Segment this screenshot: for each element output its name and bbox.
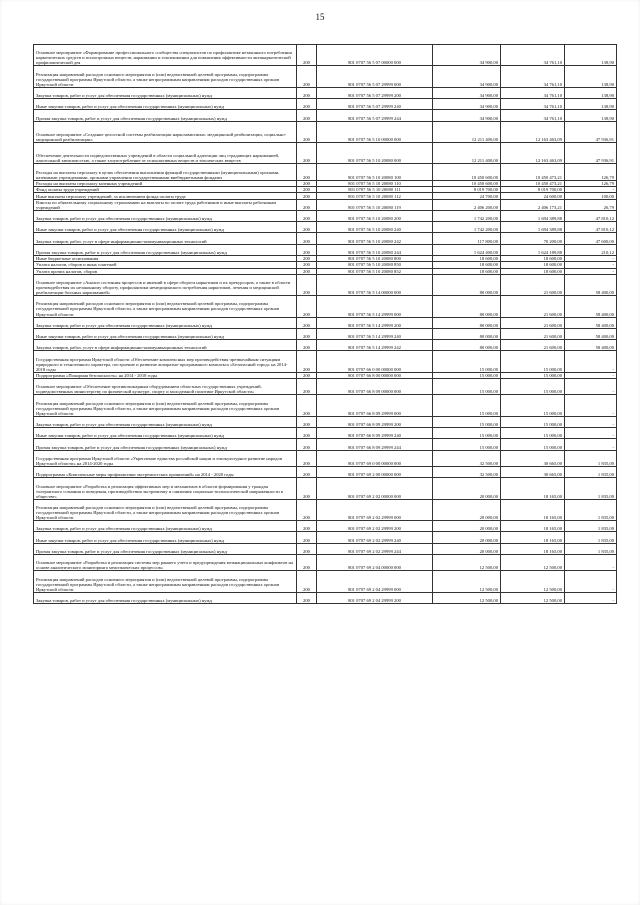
row-remainder-cell: 138,90 — [565, 87, 617, 98]
row-name-cell: Реализация направлений расходов основного мероприятия и (или) ведомственной целевой программы, подпрограммы государственной программы Иркутской области, а также непрограммным направлениям расходов государственных органов Иркутской области — [34, 296, 297, 317]
row-ved-code-cell: 200 — [297, 467, 317, 478]
row-ved-code-cell: 200 — [297, 244, 317, 255]
row-planned-amount-cell: 15 000,00 — [433, 351, 501, 372]
row-budget-code-cell: 801 0707 66 8 09 29999 240 — [317, 428, 433, 439]
row-planned-amount-cell: 15 000,00 — [433, 379, 501, 395]
row-budget-code-cell: 801 0707 56 5 10 20080 852 — [317, 268, 433, 274]
row-ved-code-cell: 200 — [297, 532, 317, 543]
row-name-cell: Закупка товаров, работ, услуг в сфере информационно-коммуникационных технологий — [34, 233, 297, 244]
row-planned-amount-cell: 12 500,00 — [433, 592, 501, 603]
table-row — [34, 340, 617, 351]
row-planned-amount-cell: 20 000,00 — [433, 532, 501, 543]
row-budget-code-cell: 801 0707 56 5 14 29999 240 — [317, 328, 433, 339]
row-budget-code-cell: 801 0707 69 2 02 29999 244 — [317, 543, 433, 554]
row-remainder-cell: 126,79 — [565, 180, 617, 186]
row-executed-amount-cell: 18 600,00 — [501, 256, 565, 262]
row-planned-amount-cell: 15 000,00 — [433, 416, 501, 427]
table-row — [34, 244, 617, 255]
row-executed-amount-cell: 2 406 173,21 — [501, 199, 565, 210]
page-number: 15 — [315, 12, 325, 22]
row-remainder-cell: - — [565, 428, 617, 439]
row-ved-code-cell: 200 — [297, 45, 317, 66]
row-budget-code-cell: 801 0707 56 5 10 20080 242 — [317, 233, 433, 244]
row-executed-amount-cell: 12 500,00 — [501, 592, 565, 603]
row-remainder-cell: 138,90 — [565, 45, 617, 66]
row-executed-amount-cell: 21 600,00 — [501, 328, 565, 339]
row-planned-amount-cell: 32 500,00 — [433, 450, 501, 466]
row-executed-amount-cell: 24 600,00 — [501, 193, 565, 199]
row-planned-amount-cell: 1 624 400,00 — [433, 244, 501, 255]
row-planned-amount-cell: 117 800,00 — [433, 233, 501, 244]
row-planned-amount-cell: 34 900,00 — [433, 87, 501, 98]
row-ved-code-cell: 200 — [297, 199, 317, 210]
row-name-cell: Подпрограмма «Комплексные меры профилактики экстремистских проявлений» на 2014 - 2020 годы — [34, 467, 297, 478]
row-budget-code-cell: 801 0707 69 2 04 29999 200 — [317, 592, 433, 603]
row-planned-amount-cell: 80 000,00 — [433, 296, 501, 317]
row-remainder-cell: 126,79 — [565, 164, 617, 180]
row-budget-code-cell: 801 0707 56 5 10 20080 110 — [317, 180, 433, 186]
table-row — [34, 499, 617, 520]
table-row — [34, 66, 617, 87]
row-executed-amount-cell: 18 165,00 — [501, 478, 565, 499]
row-executed-amount-cell: 21 600,00 — [501, 340, 565, 351]
row-ved-code-cell: 200 — [297, 187, 317, 193]
row-budget-code-cell: 801 0707 56 5 07 29999 244 — [317, 110, 433, 121]
row-executed-amount-cell: 18 600,00 — [501, 268, 565, 274]
row-planned-amount-cell: 15 000,00 — [433, 439, 501, 450]
row-planned-amount-cell: 15 000,00 — [433, 372, 501, 378]
row-name-cell: Иные бюджетные ассигнования — [34, 256, 297, 262]
row-name-cell: Уплата прочих налогов, сборов — [34, 268, 297, 274]
row-remainder-cell: 1 835,00 — [565, 532, 617, 543]
row-executed-amount-cell: 34 761,10 — [501, 45, 565, 66]
table-row — [34, 379, 617, 395]
row-planned-amount-cell: 15 000,00 — [433, 395, 501, 416]
row-executed-amount-cell: 12 163 463,09 — [501, 121, 565, 142]
row-remainder-cell: - — [565, 262, 617, 268]
row-planned-amount-cell: 24 700,00 — [433, 193, 501, 199]
row-budget-code-cell: 801 0707 69 2 04 00000 000 — [317, 555, 433, 571]
row-remainder-cell: 47 936,91 — [565, 121, 617, 142]
row-budget-code-cell: 801 0707 66 8 00 00000 000 — [317, 372, 433, 378]
table-row — [34, 351, 617, 372]
table-row — [34, 532, 617, 543]
row-ved-code-cell: 200 — [297, 193, 317, 199]
row-ved-code-cell: 200 — [297, 296, 317, 317]
row-budget-code-cell: 801 0707 56 5 14 29999 200 — [317, 317, 433, 328]
row-planned-amount-cell: 18 600,00 — [433, 256, 501, 262]
row-budget-code-cell: 801 0707 66 8 09 29999 200 — [317, 416, 433, 427]
row-remainder-cell: 1 835,00 — [565, 450, 617, 466]
row-remainder-cell: 100,00 — [565, 193, 617, 199]
row-name-cell: Государственная программа Иркутской области «Укрепление единства российской нации и этнокультурное развитие народов Иркутской области» на 2014-2020 годы — [34, 450, 297, 466]
table-row — [34, 543, 617, 554]
row-budget-code-cell: 801 0707 56 5 10 00000 000 — [317, 121, 433, 142]
row-name-cell: Закупка товаров, работ и услуг для обеспечения государственных (муниципальных) нужд — [34, 592, 297, 603]
row-ved-code-cell: 200 — [297, 143, 317, 164]
row-name-cell: Прочая закупка товаров, работ и услуг для обеспечения государственных (муниципальных) нужд — [34, 543, 297, 554]
table-row — [34, 143, 617, 164]
row-planned-amount-cell: 80 000,00 — [433, 328, 501, 339]
row-remainder-cell: 47 810,12 — [565, 222, 617, 233]
row-ved-code-cell: 200 — [297, 478, 317, 499]
row-budget-code-cell: 801 0707 69 2 02 29999 240 — [317, 532, 433, 543]
row-planned-amount-cell: 1 742 200,00 — [433, 210, 501, 221]
table-row — [34, 164, 617, 180]
row-executed-amount-cell: 15 000,00 — [501, 428, 565, 439]
row-budget-code-cell: 801 0707 56 5 10 20080 100 — [317, 164, 433, 180]
row-remainder-cell: 58 400,00 — [565, 340, 617, 351]
row-remainder-cell: 1 835,00 — [565, 467, 617, 478]
row-executed-amount-cell: 8 019 700,00 — [501, 187, 565, 193]
row-budget-code-cell: 801 0707 66 8 09 00000 000 — [317, 379, 433, 395]
row-planned-amount-cell: 12 211 400,00 — [433, 143, 501, 164]
row-planned-amount-cell: 34 900,00 — [433, 66, 501, 87]
row-executed-amount-cell: 1 694 389,88 — [501, 222, 565, 233]
row-executed-amount-cell: 15 000,00 — [501, 372, 565, 378]
row-remainder-cell: 47 600,00 — [565, 233, 617, 244]
row-name-cell: Основное мероприятие «Обеспечение противопожарным оборудованием областных государственных учреждений, подведомственных министерству по физической культуре, спорту и молодежной политике Иркутской области» — [34, 379, 297, 395]
row-name-cell: Иные выплаты персоналу учреждений, за исключением фонда оплаты труда — [34, 193, 297, 199]
row-planned-amount-cell: 20 000,00 — [433, 478, 501, 499]
row-name-cell: Взносы по обязательному социальному страхованию на выплаты по оплате труда работников и иные выплаты работникам учреждений — [34, 199, 297, 210]
row-name-cell: Государственная программа Иркутской области «Обеспечение комплексных мер противодействия чрезвычайным ситуациям природного и техногенного характера, построение и развитие аппаратно-программного комплекса «Безопасный город» на 2014-2018 годы — [34, 351, 297, 372]
row-budget-code-cell: 801 0707 56 5 07 00000 000 — [317, 45, 433, 66]
row-executed-amount-cell: 18 165,00 — [501, 543, 565, 554]
row-name-cell: Расходы на выплаты персоналу в целях обеспечения выполнения функций государственными (муниципальными) органами, казенными учреждениями, органами управления государственными внебюджетными фондами — [34, 164, 297, 180]
row-budget-code-cell: 801 0707 56 5 10 20080 800 — [317, 256, 433, 262]
row-executed-amount-cell: 21 600,00 — [501, 296, 565, 317]
row-budget-code-cell: 801 0707 56 5 10 20080 240 — [317, 222, 433, 233]
row-name-cell: Основное мероприятие «Разработка и реализация системы мер раннего учета и предупреждения межнациональных конфликтов на основе аналитического мониторинга межэтнических процессов» — [34, 555, 297, 571]
table-row — [34, 233, 617, 244]
table-row — [34, 45, 617, 66]
row-ved-code-cell: 200 — [297, 233, 317, 244]
row-ved-code-cell: 200 — [297, 268, 317, 274]
row-budget-code-cell: 801 0707 56 5 10 20080 119 — [317, 199, 433, 210]
table-row — [34, 274, 617, 295]
row-ved-code-cell: 200 — [297, 543, 317, 554]
row-budget-code-cell: 801 0707 56 5 10 20080 111 — [317, 187, 433, 193]
row-executed-amount-cell: 1 624 189,88 — [501, 244, 565, 255]
row-executed-amount-cell: 15 000,00 — [501, 351, 565, 372]
row-name-cell: Прочая закупка товаров, работ и услуг для обеспечения государственных (муниципальных) нужд — [34, 439, 297, 450]
row-ved-code-cell: 200 — [297, 66, 317, 87]
row-budget-code-cell: 801 0707 66 0 00 00000 000 — [317, 351, 433, 372]
row-name-cell: Иные закупки товаров, работ и услуг для обеспечения государственных (муниципальных) нужд — [34, 532, 297, 543]
row-ved-code-cell: 200 — [297, 256, 317, 262]
row-executed-amount-cell: 18 600,00 — [501, 262, 565, 268]
table-row — [34, 87, 617, 98]
row-ved-code-cell: 200 — [297, 328, 317, 339]
row-budget-code-cell: 801 0707 69 2 02 29999 000 — [317, 499, 433, 520]
row-ved-code-cell: 200 — [297, 351, 317, 372]
row-planned-amount-cell: 80 000,00 — [433, 317, 501, 328]
row-executed-amount-cell: 12 500,00 — [501, 571, 565, 592]
row-executed-amount-cell: 30 665,00 — [501, 450, 565, 466]
row-remainder-cell: 47 936,91 — [565, 143, 617, 164]
row-executed-amount-cell: 21 600,00 — [501, 274, 565, 295]
row-remainder-cell: - — [565, 571, 617, 592]
table-row — [34, 571, 617, 592]
row-budget-code-cell: 801 0707 56 5 10 20080 112 — [317, 193, 433, 199]
row-planned-amount-cell: 20 000,00 — [433, 543, 501, 554]
row-ved-code-cell: 200 — [297, 317, 317, 328]
row-remainder-cell: - — [565, 379, 617, 395]
row-name-cell: Обеспечение деятельности подведомственных учреждений в области социальной адаптации лиц страдающих наркоманией, алкогольной зависимостью, а также злоупотребление от психоактивных веществ и токсических веществ — [34, 143, 297, 164]
row-remainder-cell: - — [565, 416, 617, 427]
row-remainder-cell: 58 400,00 — [565, 328, 617, 339]
row-executed-amount-cell: 70 200,00 — [501, 233, 565, 244]
table-row — [34, 395, 617, 416]
table-row — [34, 555, 617, 571]
row-remainder-cell: 58 400,00 — [565, 317, 617, 328]
row-remainder-cell: 26,79 — [565, 199, 617, 210]
row-remainder-cell: 1 835,00 — [565, 478, 617, 499]
row-executed-amount-cell: 12 500,00 — [501, 555, 565, 571]
table-row — [34, 450, 617, 466]
row-remainder-cell: - — [565, 351, 617, 372]
row-name-cell: Прочая закупка товаров, работ и услуг для обеспечения государственных (муниципальных) нужд — [34, 110, 297, 121]
row-remainder-cell: 138,90 — [565, 110, 617, 121]
row-planned-amount-cell: 80 000,00 — [433, 340, 501, 351]
budget-execution-table — [33, 44, 617, 604]
table-row — [34, 110, 617, 121]
table-row — [34, 210, 617, 221]
row-planned-amount-cell: 10 450 600,00 — [433, 164, 501, 180]
row-ved-code-cell: 200 — [297, 592, 317, 603]
row-planned-amount-cell: 80 000,00 — [433, 274, 501, 295]
row-name-cell: Основное мероприятие «Разработка и реализация эффективных мер и механизмов в области формирования у граждан толерантного сознания и поведения, противодействия экстремизму и снижения социально-психологической напряженности в обществе» — [34, 478, 297, 499]
table-row — [34, 467, 617, 478]
row-remainder-cell: - — [565, 187, 617, 193]
table-row — [34, 317, 617, 328]
row-remainder-cell: 1 835,00 — [565, 521, 617, 532]
row-budget-code-cell: 801 0707 56 5 10 20080 244 — [317, 244, 433, 255]
row-planned-amount-cell: 12 500,00 — [433, 571, 501, 592]
row-ved-code-cell: 200 — [297, 121, 317, 142]
row-name-cell: Фонд оплаты труда учреждений — [34, 187, 297, 193]
row-name-cell: Основное мероприятие «Анализ состояния процессов и явлений в сфере оборота наркотиков и их прекурсоров, а также в области противодействия их незаконному обороту, профилактики немедицинского потребления наркотиков, лечения и медицинской реабилитации больных наркоманией» — [34, 274, 297, 295]
row-ved-code-cell: 200 — [297, 555, 317, 571]
table-row — [34, 592, 617, 603]
row-budget-code-cell: 801 0707 56 5 10 20080 000 — [317, 143, 433, 164]
row-executed-amount-cell: 10 450 473,21 — [501, 180, 565, 186]
table-row — [34, 439, 617, 450]
row-name-cell: Реализация направлений расходов основного мероприятия и (или) ведомственной целевой программы, подпрограммы государственной программы Иркутской области, а также непрограммным направлениям расходов государственных органов Иркутской области — [34, 395, 297, 416]
row-executed-amount-cell: 15 000,00 — [501, 379, 565, 395]
row-planned-amount-cell: 12 211 400,00 — [433, 121, 501, 142]
row-remainder-cell: 1 835,00 — [565, 543, 617, 554]
row-budget-code-cell: 801 0707 56 5 07 29999 200 — [317, 87, 433, 98]
row-planned-amount-cell: 10 450 600,00 — [433, 180, 501, 186]
row-remainder-cell: - — [565, 372, 617, 378]
row-ved-code-cell: 200 — [297, 87, 317, 98]
row-executed-amount-cell: 15 000,00 — [501, 395, 565, 416]
table-row — [34, 428, 617, 439]
row-executed-amount-cell: 15 000,00 — [501, 439, 565, 450]
row-name-cell: Иные закупки товаров, работ и услуг для обеспечения государственных (муниципальных) нужд — [34, 328, 297, 339]
row-name-cell: Подпрограмма «Пожарная безопасность» на 2014 - 2018 годы — [34, 372, 297, 378]
row-executed-amount-cell: 12 163 463,09 — [501, 143, 565, 164]
row-name-cell: Реализация направлений расходов основного мероприятия и (или) ведомственной целевой программы, подпрограммы государственной программы Иркутской области, а также непрограммным направлениям расходов государственных органов Иркутской области — [34, 571, 297, 592]
row-planned-amount-cell: 34 900,00 — [433, 45, 501, 66]
table-row — [34, 199, 617, 210]
row-planned-amount-cell: 15 000,00 — [433, 428, 501, 439]
row-name-cell: Иные закупки товаров, работ и услуг для обеспечения государственных (муниципальных) нужд — [34, 222, 297, 233]
row-ved-code-cell: 200 — [297, 450, 317, 466]
row-remainder-cell: - — [565, 256, 617, 262]
row-name-cell: Основное мероприятие «Создание целостной системы реабилитации наркозависимых: медицинской реабилитации, социально-медицинской реабилитации» — [34, 121, 297, 142]
row-planned-amount-cell: 2 406 200,00 — [433, 199, 501, 210]
row-remainder-cell: 58 400,00 — [565, 296, 617, 317]
row-budget-code-cell: 801 0707 56 5 14 29999 000 — [317, 296, 433, 317]
row-budget-code-cell: 801 0707 56 5 10 20080 200 — [317, 210, 433, 221]
row-executed-amount-cell: 21 600,00 — [501, 317, 565, 328]
table-row — [34, 328, 617, 339]
row-ved-code-cell: 200 — [297, 499, 317, 520]
row-budget-code-cell: 801 0707 69 2 02 00000 000 — [317, 478, 433, 499]
row-remainder-cell: 138,90 — [565, 66, 617, 87]
row-name-cell: Уплата налогов, сборов и иных платежей — [34, 262, 297, 268]
row-budget-code-cell: 801 0707 56 5 14 29999 242 — [317, 340, 433, 351]
row-budget-code-cell: 801 0707 66 8 09 29999 244 — [317, 439, 433, 450]
row-ved-code-cell: 200 — [297, 571, 317, 592]
row-name-cell: Основное мероприятие «Формирование профессионального сообщества специалистов по профилактике незаконного потребления наркотических средств и психотропных веществ, наркомании и токсикомании для повышения эффективности антинаркотической профилактической дея — [34, 45, 297, 66]
row-name-cell: Иные закупки товаров, работ и услуг для обеспечения государственных (муниципальных) нужд — [34, 428, 297, 439]
row-ved-code-cell: 200 — [297, 274, 317, 295]
row-budget-code-cell: 801 0707 56 5 07 29999 240 — [317, 99, 433, 110]
row-planned-amount-cell: 20 000,00 — [433, 499, 501, 520]
row-budget-code-cell: 801 0707 56 5 07 29999 000 — [317, 66, 433, 87]
row-ved-code-cell: 200 — [297, 222, 317, 233]
row-executed-amount-cell: 15 000,00 — [501, 416, 565, 427]
row-budget-code-cell: 801 0707 69 2 00 00000 000 — [317, 467, 433, 478]
row-name-cell: Реализация направлений расходов основного мероприятия и (или) ведомственной целевой программы, подпрограммы государственной программы Иркутской области, а также непрограммным направлениям расходов государственных органов Иркутской области — [34, 499, 297, 520]
row-planned-amount-cell: 1 742 200,00 — [433, 222, 501, 233]
row-name-cell: Закупка товаров, работ и услуг для обеспечения государственных (муниципальных) нужд — [34, 416, 297, 427]
row-executed-amount-cell: 34 761,10 — [501, 87, 565, 98]
row-remainder-cell: - — [565, 439, 617, 450]
row-remainder-cell: 210,12 — [565, 244, 617, 255]
row-ved-code-cell: 200 — [297, 379, 317, 395]
row-name-cell: Иные закупки товаров, работ и услуг для обеспечения государственных (муниципальных) нужд — [34, 99, 297, 110]
row-ved-code-cell: 200 — [297, 372, 317, 378]
row-ved-code-cell: 200 — [297, 262, 317, 268]
row-planned-amount-cell: 32 500,00 — [433, 467, 501, 478]
row-name-cell: Закупка товаров, работ и услуг для обеспечения государственных (муниципальных) нужд — [34, 87, 297, 98]
row-budget-code-cell: 801 0707 56 5 14 00000 000 — [317, 274, 433, 295]
row-remainder-cell: - — [565, 395, 617, 416]
row-planned-amount-cell: 20 000,00 — [433, 521, 501, 532]
row-ved-code-cell: 200 — [297, 428, 317, 439]
row-executed-amount-cell: 18 165,00 — [501, 532, 565, 543]
row-executed-amount-cell: 34 761,10 — [501, 99, 565, 110]
row-ved-code-cell: 200 — [297, 164, 317, 180]
row-budget-code-cell: 801 0707 69 2 02 29999 200 — [317, 521, 433, 532]
row-ved-code-cell: 200 — [297, 395, 317, 416]
row-ved-code-cell: 200 — [297, 521, 317, 532]
row-name-cell: Реализация направлений расходов основного мероприятия и (или) ведомственной целевой программы, подпрограммы государственной программы Иркутской области, а также непрограммным направлениям расходов государственных органов Иркутской области — [34, 66, 297, 87]
row-name-cell: Закупка товаров, работ и услуг для обеспечения государственных (муниципальных) нужд — [34, 521, 297, 532]
row-budget-code-cell: 801 0707 69 2 04 29999 000 — [317, 571, 433, 592]
row-remainder-cell: - — [565, 268, 617, 274]
row-planned-amount-cell: 18 600,00 — [433, 268, 501, 274]
table-row — [34, 521, 617, 532]
row-executed-amount-cell: 34 761,10 — [501, 110, 565, 121]
row-name-cell: Закупка товаров, работ и услуг для обеспечения государственных (муниципальных) нужд — [34, 317, 297, 328]
row-name-cell: Расходы на выплаты персоналу казенных учреждений — [34, 180, 297, 186]
row-executed-amount-cell: 18 165,00 — [501, 521, 565, 532]
row-executed-amount-cell: 1 694 389,88 — [501, 210, 565, 221]
row-executed-amount-cell: 34 761,10 — [501, 66, 565, 87]
row-executed-amount-cell: 18 165,00 — [501, 499, 565, 520]
row-ved-code-cell: 200 — [297, 180, 317, 186]
row-budget-code-cell: 801 0707 66 8 09 29999 000 — [317, 395, 433, 416]
budget-table-body — [34, 45, 617, 604]
row-remainder-cell: 47 810,12 — [565, 210, 617, 221]
row-planned-amount-cell: 34 900,00 — [433, 110, 501, 121]
row-remainder-cell: 58 400,00 — [565, 274, 617, 295]
row-remainder-cell: - — [565, 592, 617, 603]
row-ved-code-cell: 200 — [297, 340, 317, 351]
table-row — [34, 222, 617, 233]
row-ved-code-cell: 200 — [297, 439, 317, 450]
row-ved-code-cell: 200 — [297, 110, 317, 121]
row-executed-amount-cell: 30 665,00 — [501, 467, 565, 478]
row-remainder-cell: 1 835,00 — [565, 499, 617, 520]
table-row — [34, 99, 617, 110]
row-budget-code-cell: 801 0707 56 5 10 20080 850 — [317, 262, 433, 268]
row-name-cell: Закупка товаров, работ, услуг в сфере информационно-коммуникационных технологий — [34, 340, 297, 351]
row-planned-amount-cell: 8 019 700,00 — [433, 187, 501, 193]
row-name-cell: Прочая закупка товаров, работ и услуг для обеспечения государственных (муниципальных) нужд — [34, 244, 297, 255]
row-planned-amount-cell: 34 900,00 — [433, 99, 501, 110]
row-name-cell: Закупка товаров, работ и услуг для обеспечения государственных (муниципальных) нужд — [34, 210, 297, 221]
table-row — [34, 416, 617, 427]
row-planned-amount-cell: 12 500,00 — [433, 555, 501, 571]
row-remainder-cell: 138,90 — [565, 99, 617, 110]
row-ved-code-cell: 200 — [297, 416, 317, 427]
row-ved-code-cell: 200 — [297, 99, 317, 110]
table-row — [34, 296, 617, 317]
row-budget-code-cell: 801 0707 69 0 00 00000 000 — [317, 450, 433, 466]
table-row — [34, 478, 617, 499]
table-row — [34, 121, 617, 142]
row-ved-code-cell: 200 — [297, 210, 317, 221]
row-planned-amount-cell: 18 600,00 — [433, 262, 501, 268]
row-remainder-cell: - — [565, 555, 617, 571]
row-executed-amount-cell: 10 450 473,21 — [501, 164, 565, 180]
